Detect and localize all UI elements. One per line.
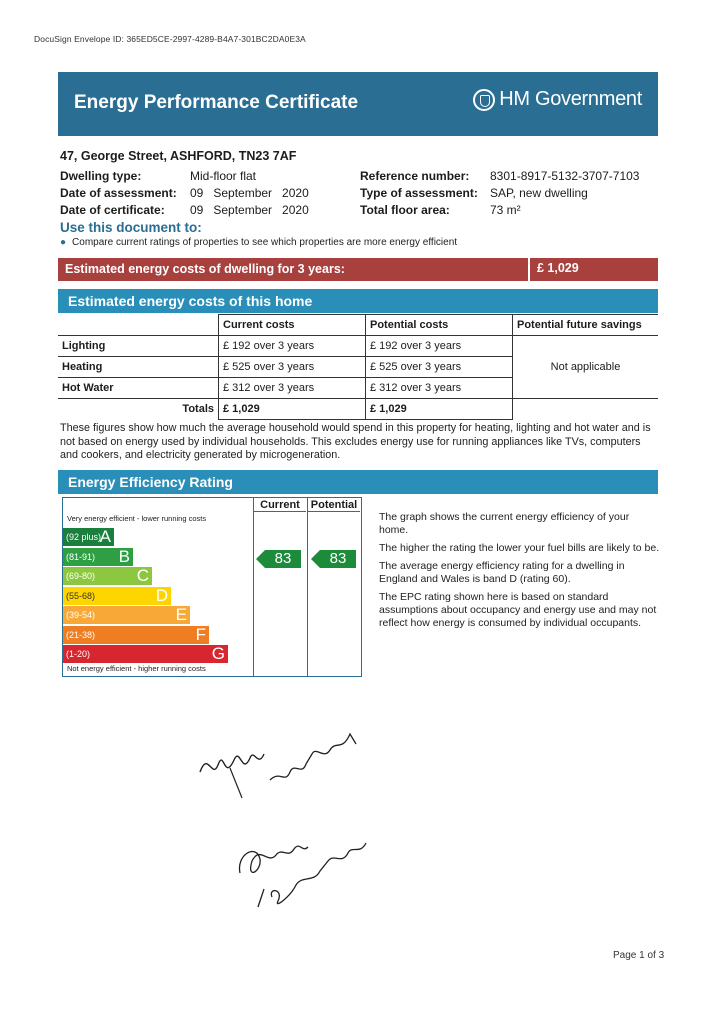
details-left xyxy=(60,168,309,219)
certificate-date-value: 09 September 2020 xyxy=(190,203,309,217)
bullet-icon: ● xyxy=(60,237,67,248)
rating-text-3: The average energy efficiency rating for a dwelling in England and Wales is band D (rating 60). xyxy=(379,560,625,585)
rating-text-2: The higher the rating the lower your fuel bills are likely to be. xyxy=(379,542,660,554)
band-letter-label: F xyxy=(195,624,206,644)
band-letter-label: E xyxy=(175,605,187,624)
page-number: Page 1 of 3 xyxy=(613,950,665,961)
envelope-id: DocuSign Envelope ID: 365ED5CE-2997-4289-B4A7-301BC2DA0E3A xyxy=(34,34,306,44)
crest-icon xyxy=(473,89,495,111)
assessment-date-label: Date of assessment: xyxy=(60,186,177,200)
totals-empty xyxy=(513,399,659,420)
empty-header xyxy=(58,315,219,336)
lighting-current: £ 192 over 3 years xyxy=(219,336,366,357)
band-letter-label: G xyxy=(211,644,225,663)
floor-area-value: 73 m² xyxy=(490,203,521,217)
rating-band-c xyxy=(63,567,152,585)
hot-water-potential: £ 312 over 3 years xyxy=(366,378,513,399)
header-banner xyxy=(58,72,658,136)
costs-section-title: Estimated energy costs of this home xyxy=(68,293,313,309)
band-range-label: (21-38) xyxy=(66,629,96,640)
heating-label: Heating xyxy=(58,357,219,378)
current-column-header: Current xyxy=(254,498,306,512)
current-rating-arrow: 83 xyxy=(265,550,301,568)
costs-explanation: These figures show how much the average household would spend in this property for heating, lighting and hot water and is not based on energy used by individual households. This excludes energy use for running appliances like TVs, computers and cookers, and electricity generated by microgeneration. xyxy=(60,422,651,461)
band-range-label: (39-54) xyxy=(66,610,96,620)
current-column xyxy=(253,498,306,676)
lighting-label: Lighting xyxy=(58,336,219,357)
band-letter-label: D xyxy=(155,585,168,605)
dwelling-type-label: Dwelling type: xyxy=(60,169,142,183)
estimated-3yr-label: Estimated energy costs of dwelling for 3 years: xyxy=(65,262,345,276)
totals-row xyxy=(58,399,658,420)
band-range-label: (69-80) xyxy=(66,571,96,581)
floor-area-label: Total floor area: xyxy=(360,203,450,217)
certificate-date-label: Date of certificate: xyxy=(60,203,165,217)
hot-water-label: Hot Water xyxy=(58,378,219,399)
potential-column xyxy=(307,498,360,676)
savings-value: Not applicable xyxy=(513,336,659,399)
rating-band-d xyxy=(63,587,171,605)
band-letter-label: C xyxy=(136,566,149,585)
rating-top-label: Very energy efficient - lower running costs xyxy=(67,514,207,523)
rating-bottom-label: Not energy efficient - higher running costs xyxy=(67,664,206,673)
band-range-label: (81-91) xyxy=(66,551,96,562)
table-header-row xyxy=(58,315,658,336)
band-range-label: (1-20) xyxy=(66,649,91,659)
potential-rating-arrow: 83 xyxy=(320,550,356,568)
rating-band-g xyxy=(63,645,228,663)
band-range-label: (55-68) xyxy=(66,590,96,601)
rating-text-4: The EPC rating shown here is based on standard assumptions about occupancy and energy use and may not reflect how energy is consumed by individual occupants. xyxy=(379,591,657,629)
band-letter-label: B xyxy=(118,546,130,566)
document-title: Energy Performance Certificate xyxy=(74,92,359,113)
use-bullet-text: Compare current ratings of properties to see which properties are more energy efficient xyxy=(72,237,458,248)
current-costs-header: Current costs xyxy=(219,315,366,336)
rating-band-a xyxy=(63,528,114,546)
potential-column-header: Potential xyxy=(308,498,360,512)
potential-costs-header: Potential costs xyxy=(366,315,513,336)
costs-table xyxy=(58,314,658,420)
band-range-label: (92 plus) xyxy=(66,532,102,542)
rating-band-e xyxy=(63,606,190,624)
heating-potential: £ 525 over 3 years xyxy=(366,357,513,378)
total-current: £ 1,029 xyxy=(219,399,366,420)
rating-band-f xyxy=(63,626,209,644)
estimated-3yr-value: £ 1,029 xyxy=(528,258,658,281)
rating-explanation xyxy=(379,511,661,635)
estimated-3yr-bar xyxy=(58,258,658,281)
rating-bands xyxy=(63,528,253,664)
assessment-date-value: 09 September 2020 xyxy=(190,186,309,200)
hm-government-logo xyxy=(473,88,642,111)
reference-value: 8301-8917-5132-3707-7103 xyxy=(490,169,640,183)
hot-water-current: £ 312 over 3 years xyxy=(219,378,366,399)
reference-label: Reference number: xyxy=(360,169,470,183)
assessment-type-label: Type of assessment: xyxy=(360,186,478,200)
rating-text-1: The graph shows the current energy efficiency of your home. xyxy=(379,511,630,536)
dwelling-type-value: Mid-floor flat xyxy=(190,169,257,183)
government-label: HM Government xyxy=(499,88,642,110)
heating-current: £ 525 over 3 years xyxy=(219,357,366,378)
total-potential: £ 1,029 xyxy=(366,399,513,420)
handwritten-signature-2 xyxy=(230,825,380,915)
handwritten-signature-1 xyxy=(190,710,370,820)
rating-chart xyxy=(62,497,362,677)
costs-section-header xyxy=(58,289,658,313)
rating-section-title: Energy Efficiency Rating xyxy=(68,474,233,490)
totals-label: Totals xyxy=(58,399,219,420)
property-address: 47, George Street, ASHFORD, TN23 7AF xyxy=(60,149,297,163)
assessment-type-value: SAP, new dwelling xyxy=(490,186,588,200)
rating-band-b xyxy=(63,548,133,566)
use-document-title: Use this document to: xyxy=(60,220,202,235)
savings-header: Potential future savings xyxy=(513,315,659,336)
table-row xyxy=(58,336,658,357)
lighting-potential: £ 192 over 3 years xyxy=(366,336,513,357)
details-right xyxy=(360,168,639,219)
band-letter-label: A xyxy=(99,527,111,546)
use-bullet xyxy=(60,237,457,248)
rating-section-header xyxy=(58,470,658,494)
